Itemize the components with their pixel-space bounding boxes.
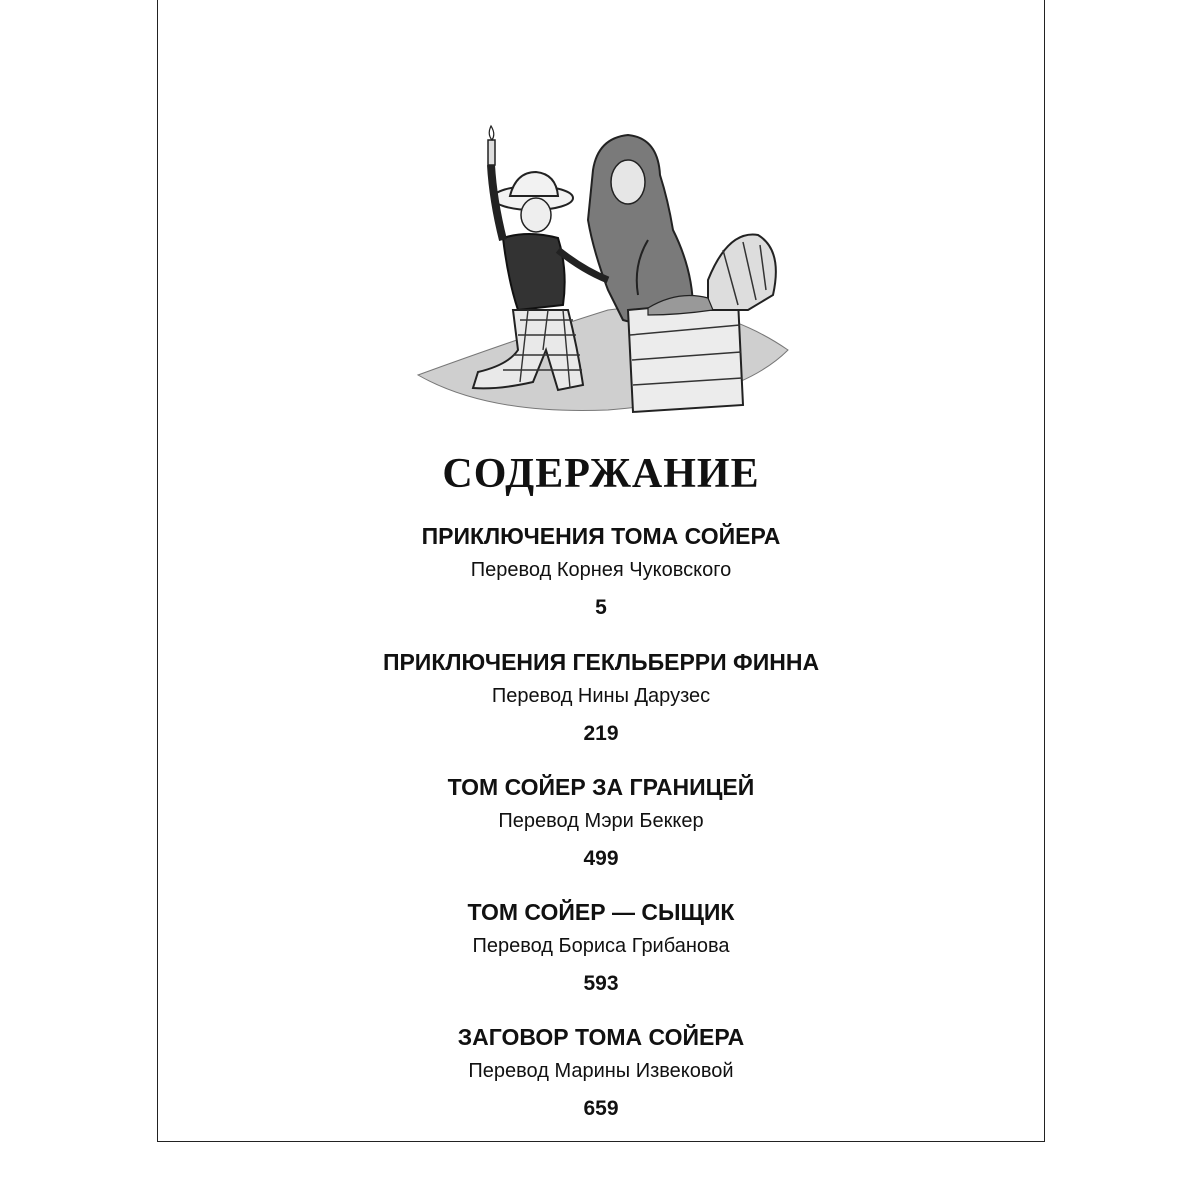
toc-entry[interactable] bbox=[158, 522, 1044, 621]
book-page bbox=[157, 0, 1045, 1142]
toc-entry[interactable] bbox=[158, 898, 1044, 997]
toc-entry[interactable] bbox=[158, 773, 1044, 872]
toc-entry-page-number: 5 bbox=[595, 596, 607, 619]
toc-entry-translator: Перевод Марины Извековой bbox=[468, 1060, 734, 1082]
toc-entry-page-number: 659 bbox=[583, 1097, 619, 1120]
toc-entry-page-number: 219 bbox=[583, 722, 619, 745]
toc-entry-translator: Перевод Корнея Чуковского bbox=[470, 559, 732, 581]
toc-entry-title: ПРИКЛЮЧЕНИЯ ТОМА СОЙЕРА bbox=[421, 523, 781, 549]
toc-entry-title: ТОМ СОЙЕР ЗА ГРАНИЦЕЙ bbox=[447, 774, 755, 800]
toc-entry-translator: Перевод Мэри Беккер bbox=[498, 810, 704, 832]
toc-entry-translator: Перевод Бориса Грибанова bbox=[472, 935, 730, 957]
toc-entry[interactable] bbox=[158, 648, 1044, 747]
treasure-chest-illustration bbox=[408, 120, 798, 420]
toc-entry-page-number: 499 bbox=[583, 847, 619, 870]
toc-entry-title: ЗАГОВОР ТОМА СОЙЕРА bbox=[457, 1024, 745, 1050]
table-of-contents-title: СОДЕРЖАНИЕ bbox=[442, 451, 760, 497]
toc-entry-page-number: 593 bbox=[583, 972, 619, 995]
toc-entry-title: ТОМ СОЙЕР — СЫЩИК bbox=[467, 899, 735, 925]
toc-entry[interactable] bbox=[158, 1023, 1044, 1122]
toc-entry-translator: Перевод Нины Дарузес bbox=[491, 685, 711, 707]
toc-entry-title: ПРИКЛЮЧЕНИЯ ГЕКЛЬБЕРРИ ФИННА bbox=[382, 649, 820, 675]
